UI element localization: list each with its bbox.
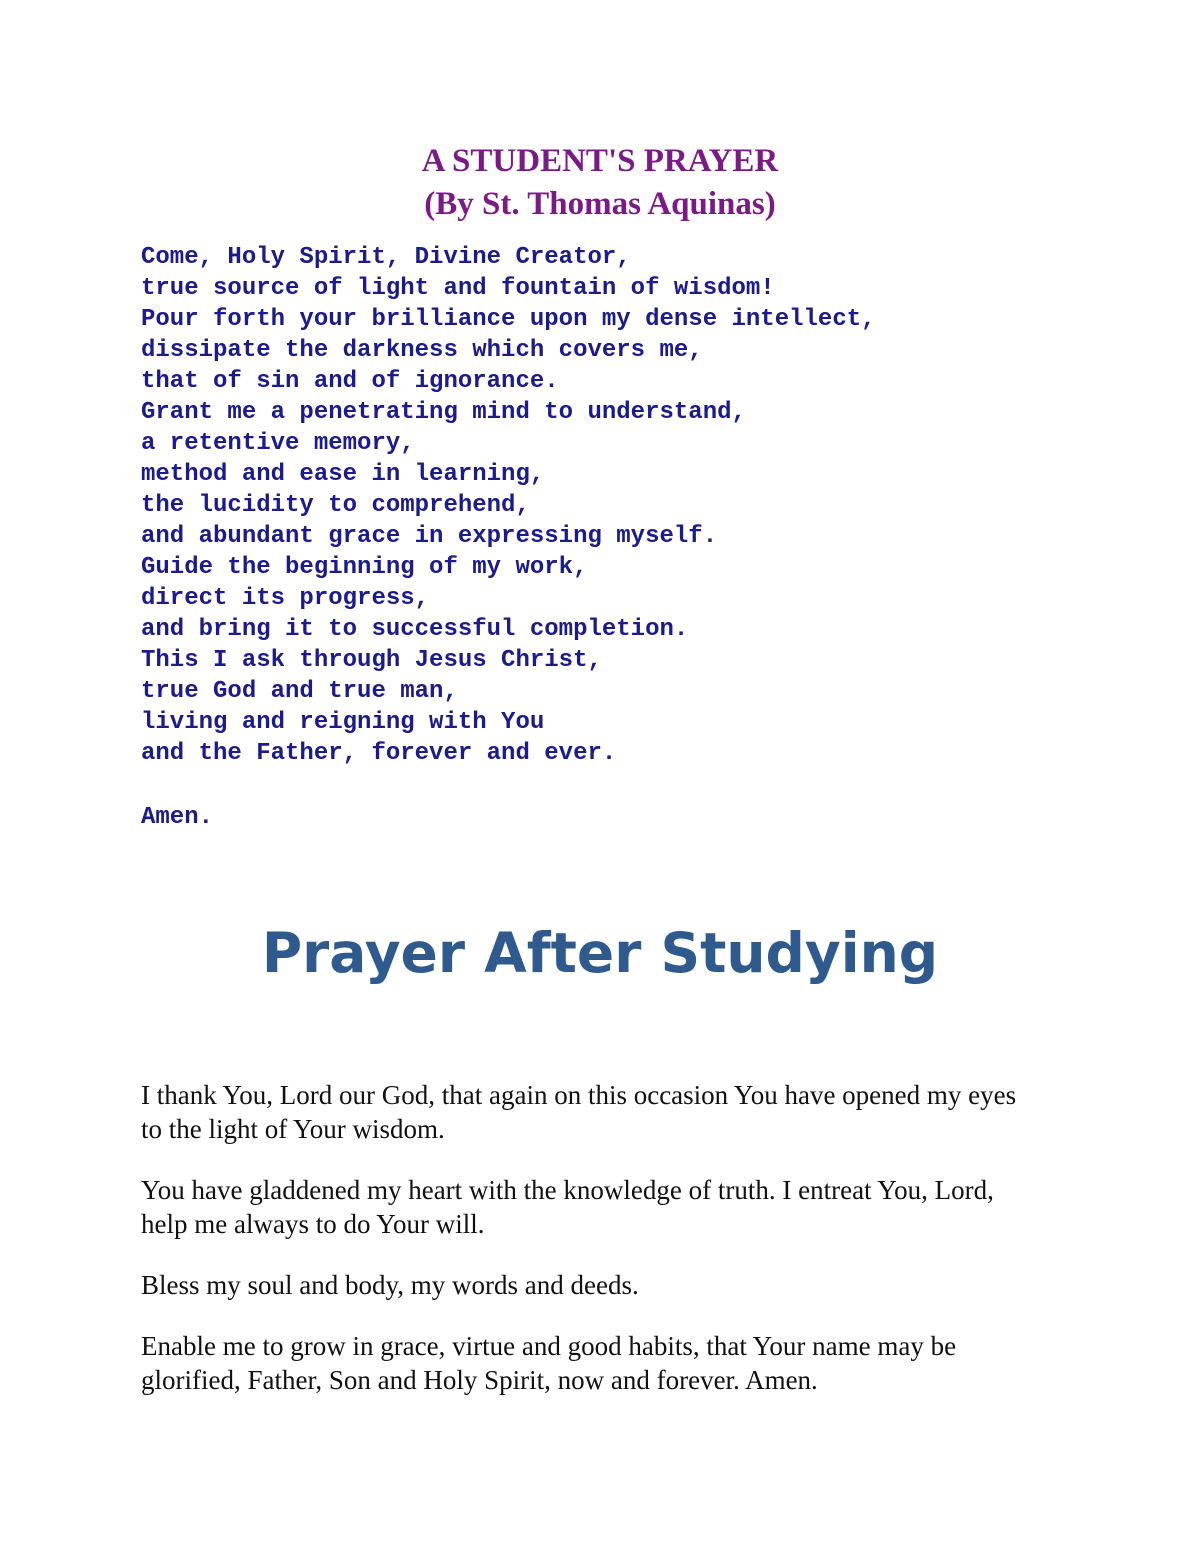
prayer-line: true source of light and fountain of wisdom! <box>141 275 775 302</box>
section-heading: Prayer After Studying <box>261 921 939 985</box>
after-prayer-body <box>141 1078 1041 1424</box>
prayer-line: and abundant grace in expressing myself. <box>141 523 718 550</box>
prayer-line: dissipate the darkness which covers me, <box>141 337 703 364</box>
prayer-line: Guide the beginning of my work, <box>141 554 588 581</box>
prayer-line: living and reigning with You <box>141 709 545 736</box>
prayer-line: Grant me a penetrating mind to understand, <box>141 399 746 426</box>
prayer-line: Come, Holy Spirit, Divine Creator, <box>141 244 631 271</box>
prayer-line: true God and true man, <box>141 678 458 705</box>
prayer-amen: Amen. <box>141 804 214 831</box>
paragraph: I thank You, Lord our God, that again on this occasion You have opened my eyes to the light of Your wisdom. <box>141 1080 1017 1144</box>
prayer-line: and bring it to successful completion. <box>141 616 689 643</box>
prayer-verse <box>141 242 1091 769</box>
paragraph: You have gladdened my heart with the knowledge of truth. I entreat You, Lord, help me always to do Your will. <box>141 1175 994 1239</box>
prayer-title: A STUDENT'S PRAYER <box>421 143 779 179</box>
prayer-author: (By St. Thomas Aquinas) <box>424 186 776 222</box>
paragraph: Bless my soul and body, my words and deeds. <box>141 1270 639 1300</box>
prayer-title-block <box>0 140 1200 226</box>
prayer-line: the lucidity to comprehend, <box>141 492 530 519</box>
prayer-line: and the Father, forever and ever. <box>141 740 617 767</box>
prayer-line: Pour forth your brilliance upon my dense intellect, <box>141 306 876 333</box>
prayer-line: a retentive memory, <box>141 430 415 457</box>
prayer-line: method and ease in learning, <box>141 461 545 488</box>
paragraph: Enable me to grow in grace, virtue and good habits, that Your name may be glorified, Father, Son and Holy Spirit, now and forever. Amen. <box>141 1331 957 1395</box>
prayer-line: direct its progress, <box>141 585 430 612</box>
prayer-line: that of sin and of ignorance. <box>141 368 559 395</box>
prayer-line: This I ask through Jesus Christ, <box>141 647 602 674</box>
